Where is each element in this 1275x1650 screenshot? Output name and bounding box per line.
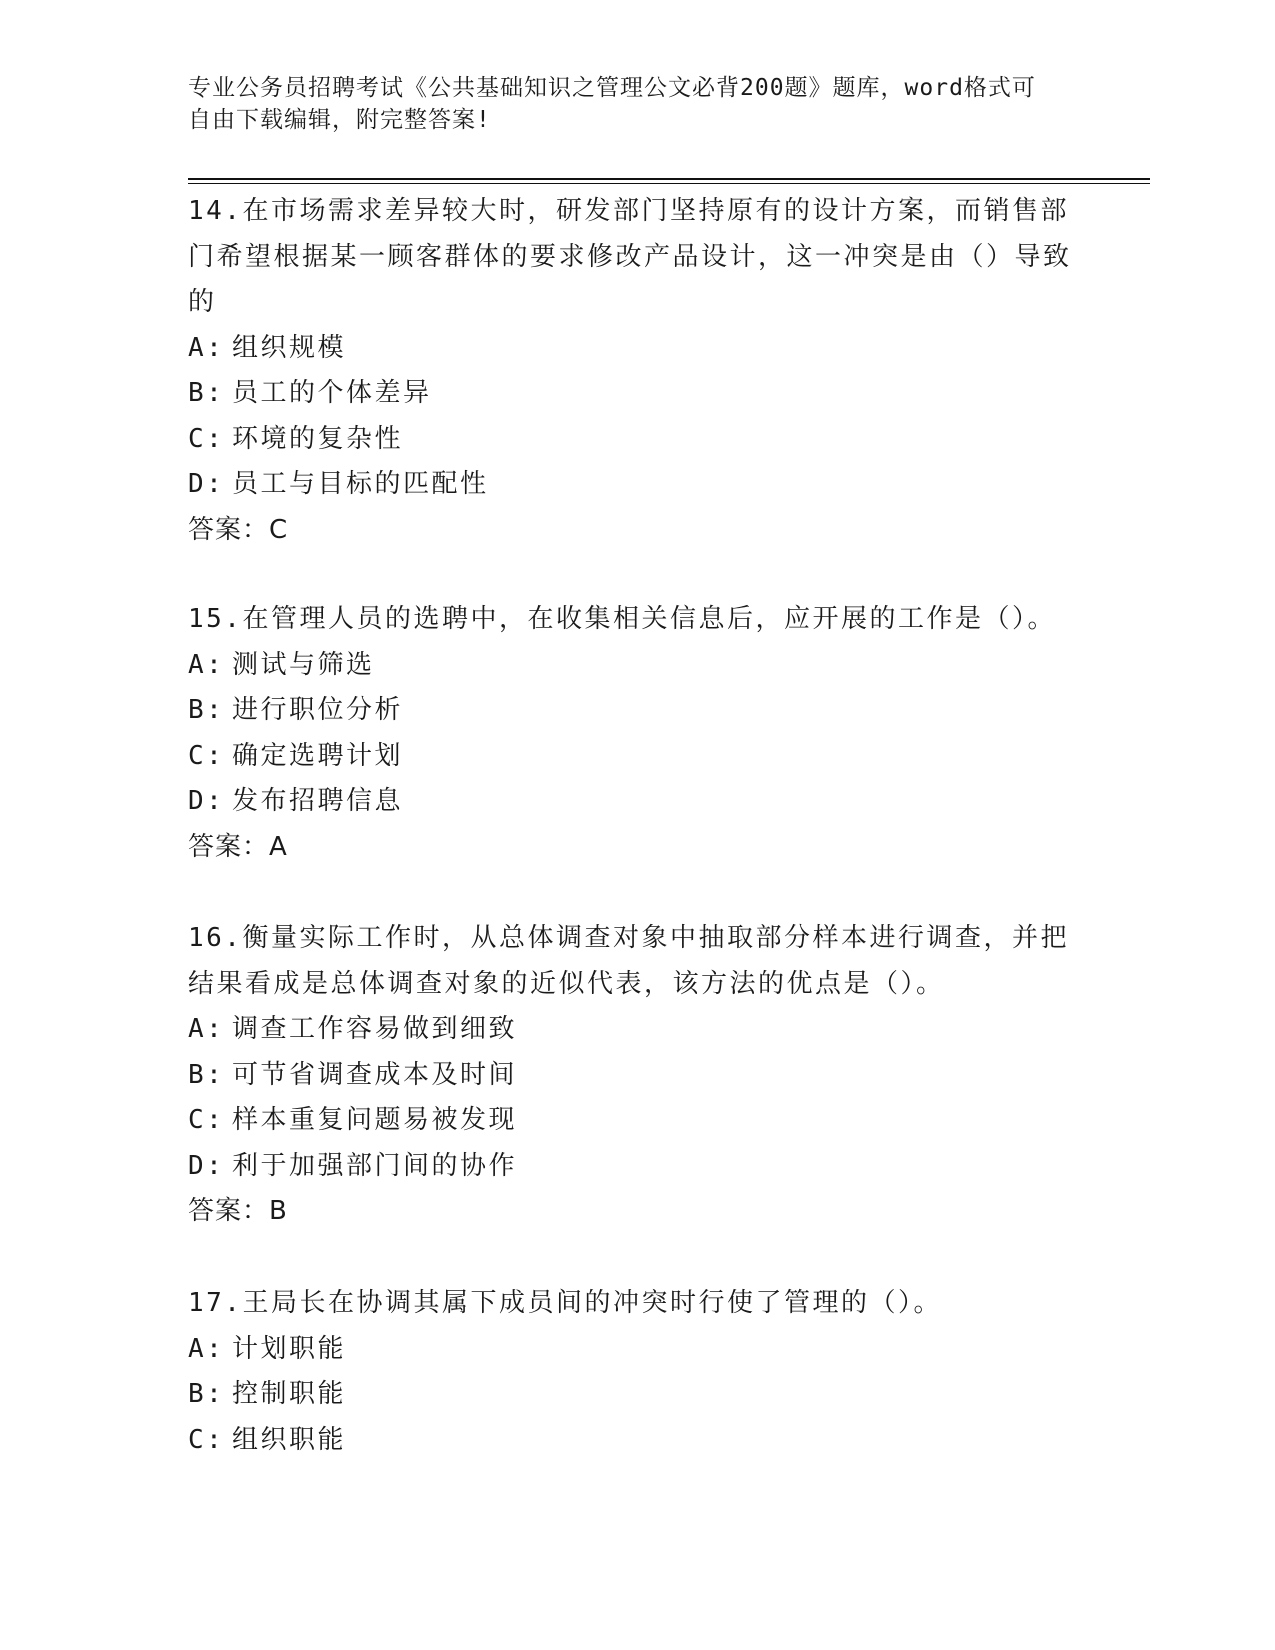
option-text: 利于加强部门间的协作 xyxy=(232,1150,518,1181)
option-text: 确定选聘计划 xyxy=(232,740,404,771)
option-key: A: xyxy=(188,1333,225,1364)
answer-line: 答案：C xyxy=(188,514,289,545)
option-key: C: xyxy=(188,740,225,771)
question-15 xyxy=(188,597,1088,870)
option-a xyxy=(188,1327,1088,1373)
option-text: 组织规模 xyxy=(232,332,347,363)
header-line-2: 自由下载编辑，附完整答案! xyxy=(188,107,491,133)
option-text: 调查工作容易做到细致 xyxy=(232,1014,518,1044)
option-a xyxy=(188,643,1088,689)
question-16 xyxy=(188,916,1088,1235)
question-stem: 15.在管理人员的选聘中，在收集相关信息后，应开展的工作是（）。 xyxy=(188,604,1056,634)
option-key: B: xyxy=(188,1059,225,1090)
question-stem: 16.衡量实际工作时，从总体调查对象中抽取部分样本进行调查，并把结果看成是总体调查对象的近似代表，该方法的优点是（）。 xyxy=(188,923,1069,999)
option-a xyxy=(188,1007,1088,1053)
option-d xyxy=(188,462,1088,508)
option-c xyxy=(188,1418,1088,1464)
option-d xyxy=(188,1144,1088,1190)
question-stem: 14.在市场需求差异较大时，研发部门坚持原有的设计方案，而销售部门希望根据某一顾客群体的要求修改产品设计，这一冲突是由（）导致的 xyxy=(188,196,1072,317)
document-header xyxy=(188,72,1068,136)
header-line-1: 专业公务员招聘考试《公共基础知识之管理公文必背200题》题库，word格式可 xyxy=(188,75,1036,101)
option-key: A: xyxy=(188,1014,225,1044)
option-b xyxy=(188,1053,1088,1099)
header-divider-thin xyxy=(188,183,1150,184)
option-text: 员工的个体差异 xyxy=(232,378,432,408)
option-key: C: xyxy=(188,1424,225,1455)
option-text: 员工与目标的匹配性 xyxy=(232,469,489,499)
option-text: 样本重复问题易被发现 xyxy=(232,1105,518,1135)
answer-line: 答案：B xyxy=(188,1196,288,1226)
option-key: D: xyxy=(188,1150,225,1181)
option-c xyxy=(188,734,1088,780)
option-key: D: xyxy=(188,469,225,499)
option-c xyxy=(188,417,1088,463)
option-key: C: xyxy=(188,423,225,454)
option-key: D: xyxy=(188,786,225,816)
answer-line: 答案：A xyxy=(188,831,288,862)
option-text: 组织职能 xyxy=(232,1424,347,1455)
question-stem: 17.王局长在协调其属下成员间的冲突时行使了管理的（）。 xyxy=(188,1288,942,1318)
option-key: B: xyxy=(188,1379,225,1409)
option-text: 测试与筛选 xyxy=(232,649,375,680)
option-b xyxy=(188,371,1088,417)
option-b xyxy=(188,1372,1088,1418)
option-text: 计划职能 xyxy=(232,1333,347,1364)
option-key: C: xyxy=(188,1105,225,1135)
option-key: A: xyxy=(188,332,225,363)
option-key: B: xyxy=(188,695,225,725)
option-text: 进行职位分析 xyxy=(232,695,404,725)
question-17 xyxy=(188,1281,1088,1463)
option-a xyxy=(188,326,1088,372)
option-text: 发布招聘信息 xyxy=(232,786,404,816)
option-key: B: xyxy=(188,378,225,408)
option-key: A: xyxy=(188,649,225,680)
header-divider-thick xyxy=(188,178,1150,180)
question-14 xyxy=(188,189,1088,553)
option-b xyxy=(188,688,1088,734)
option-text: 可节省调查成本及时间 xyxy=(232,1059,518,1090)
option-text: 环境的复杂性 xyxy=(232,423,404,454)
option-d xyxy=(188,779,1088,825)
option-c xyxy=(188,1098,1088,1144)
option-text: 控制职能 xyxy=(232,1379,347,1409)
